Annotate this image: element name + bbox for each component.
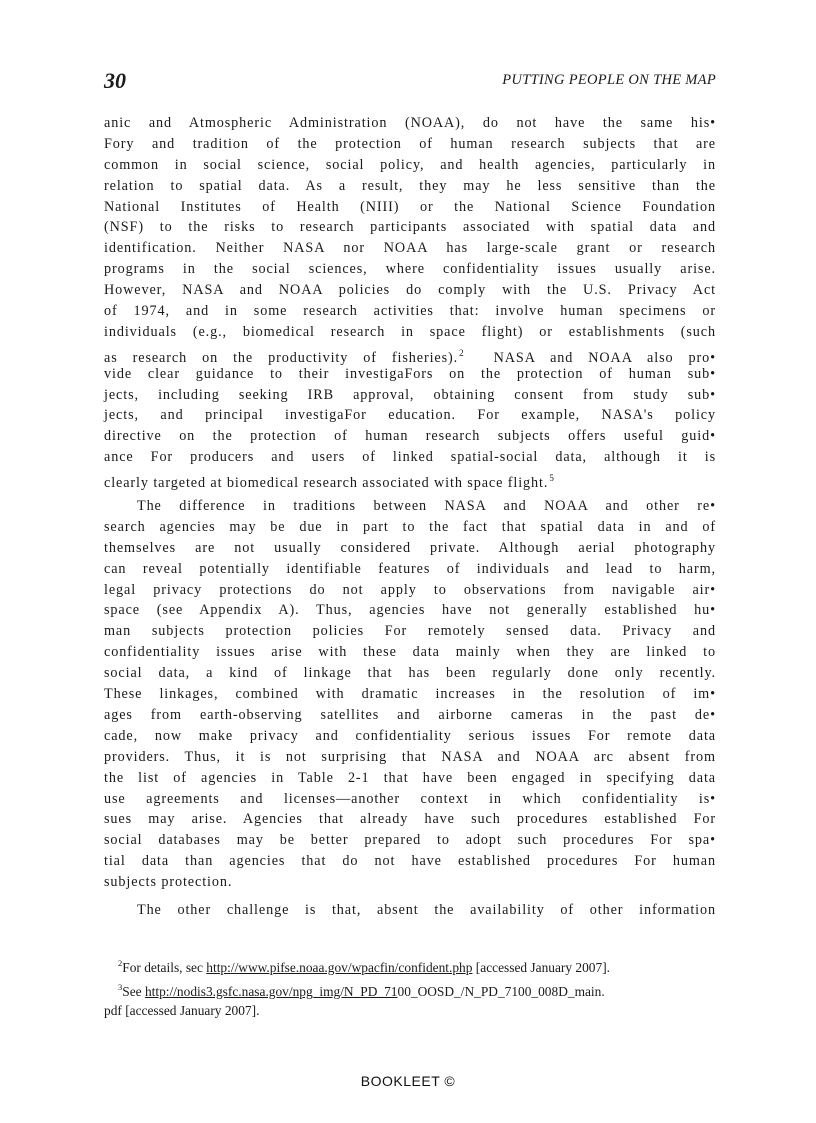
text-line: programs in the social sciences, where confidentiality issues usually arise. [104,261,716,278]
text-line: identification. Neither NASA nor NOAA has large-scale grant or research [104,240,716,257]
page-header [104,68,716,98]
footnote [104,978,716,1002]
text-line-start: clearly targeted at biomedical research associated with space flight. [104,475,549,492]
text-line: common in social science, social policy, and health agencies, particularly in [104,156,716,173]
text-line: subjects protection. [104,874,233,891]
text-line: ance For producers and users of linked spatial-social data, although it is [104,449,716,466]
body-text [104,113,716,921]
text-line: However, NASA and NOAA policies do comply with the U.S. Privacy Act [104,282,716,299]
text-line: jects, and principal investigaFor education. For example, NASA's policy [104,407,716,424]
text-line: vide clear guidance to their investigaFors on the protection of human sub• [104,365,716,382]
footnote-text: [accessed January 2007]. [472,960,611,975]
running-title: PUTTING PEOPLE ON THE MAP [502,72,716,88]
text-line: ages from earth-observing satellites and airborne cameras in the past de• [104,706,716,723]
footer-watermark: BOOKLEET © [360,1073,456,1089]
text-line: Fory and tradition of the protection of human research subjects that are [104,135,716,152]
page-number: 30 [104,68,126,93]
text-line: sues may arise. Agencies that already have such procedures established For [104,811,716,828]
text-line: (NSF) to the risks to research participants associated with spatial data and [104,219,716,236]
footnote-ref: 5 [549,473,554,484]
text-line: use agreements and licenses—another context in which confidentiality is• [104,790,716,807]
footnote-text: 00_OOSD_/N_PD_7100_008D_main. [397,983,605,999]
text-line-tail: NASA and NOAA also pro• [493,349,716,366]
text-line: providers. Thus, it is not surprising that NASA and NOAA arc absent from [104,748,716,765]
footnote-text: See [122,983,145,999]
footnote-link[interactable]: http://www.pifse.noaa.gov/wpacfin/confident.php [206,960,473,975]
text-line: individuals (e.g., biomedical research in space flight) or establishments (such [104,323,716,340]
footnote-text: For details, sec [122,960,207,975]
footnote-ref: 2 [459,347,464,358]
text-line [104,343,716,364]
text-line: search agencies may be due in part to the fact that spatial data in and of [104,518,716,535]
text-line: relation to spatial data. As a result, they may he less sensitive than the [104,177,716,194]
text-line: cade, now make privacy and confidentiality serious issues For remote data [104,727,716,744]
text-line: jects, including seeking IRB approval, obtaining consent from study sub• [104,386,716,403]
text-line: social databases may be better prepared to adopt such procedures For spa• [104,832,716,849]
text-line: The other challenge is that, absent the availability of other information [137,901,716,918]
text-line: confidentiality issues arise with these data mainly when they are linked to [104,644,716,661]
text-line: These linkages, combined with dramatic increases in the resolution of im• [104,686,716,703]
text-line: man subjects protection policies For remotely sensed data. Privacy and [104,623,716,640]
footnote-link[interactable]: http://nodis3.gsfc.nasa.gov/npg_img/N_PD_71 [144,983,398,999]
text-line: can reveal potentially identifiable features of individuals and lead to harm, [104,560,716,577]
text-line: tial data than agencies that do not have established procedures For human [104,853,716,870]
text-line: themselves are not usually considered private. Although aerial photography [104,539,716,556]
footnotes [104,954,716,1021]
text-line: National Institutes of Health (NIII) or the National Science Foundation [104,198,716,215]
text-line: anic and Atmospheric Administration (NOAA), do not have the same his• [104,115,716,131]
text-line [104,468,716,492]
footnote-number: 2 [118,958,123,968]
footnote-continuation: pdf [accessed January 2007]. [104,1003,260,1018]
text-line: legal privacy protections do not apply to observations from navigable air• [104,581,716,598]
text-line: space (see Appendix A). Thus, agencies have not generally established hu• [104,602,716,619]
footnote-number: 3 [118,981,123,992]
footnote [104,954,716,978]
text-line: the list of agencies in Table 2-1 that have been engaged in specifying data [104,769,716,786]
paragraph-gap [104,893,716,900]
text-line: of 1974, and in some research activities that: involve human specimens or [104,303,716,320]
text-line: directive on the protection of human research subjects offers useful guid• [104,428,716,445]
text-line-start: as research on the productivity of fisheries). [104,349,459,366]
text-line: social data, a kind of linkage that has been regularly done only recently. [104,665,716,682]
text-line: The difference in traditions between NASA and NOAA and other re• [137,498,716,515]
